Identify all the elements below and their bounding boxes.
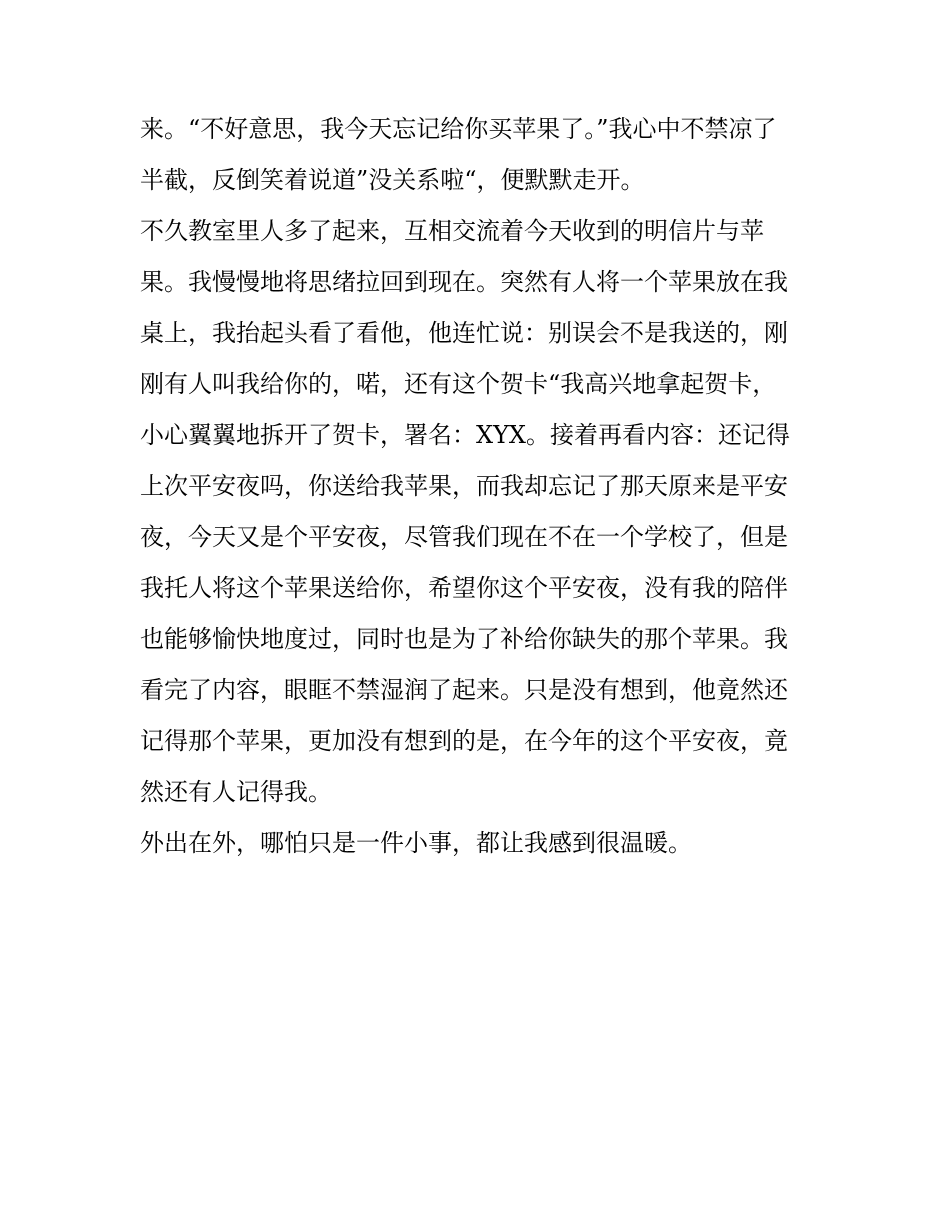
- text-line: 小心翼翼地拆开了贺卡，署名：XYX。接着再看内容：还记得: [140, 421, 791, 449]
- text-line: 也能够愉快地度过，同时也是为了补给你缺失的那个苹果。我: [140, 625, 788, 653]
- text-line: 然还有人记得我。: [140, 778, 332, 806]
- text-line: 不久教室里人多了起来，互相交流着今天收到的明信片与苹: [140, 217, 764, 245]
- text-line: 刚有人叫我给你的，喏，还有这个贺卡“我高兴地拿起贺卡，: [140, 370, 777, 398]
- paragraph: [140, 818, 820, 869]
- text-line: 来。“不好意思，我今天忘记给你买苹果了。”我心中不禁凉了: [140, 115, 777, 143]
- text-line: 上次平安夜吗，你送给我苹果，而我却忘记了那天原来是平安: [140, 472, 788, 500]
- text-line: 半截，反倒笑着说道”没关系啦“，便默默走开。: [140, 166, 645, 194]
- document-body: [140, 104, 820, 869]
- text-line: 记得那个苹果，更加没有想到的是，在今年的这个平安夜，竟: [140, 727, 788, 755]
- text-line: 夜，今天又是个平安夜，尽管我们现在不在一个学校了，但是: [140, 523, 788, 551]
- paragraph: [140, 104, 820, 206]
- text-line: 桌上，我抬起头看了看他，他连忙说：别误会不是我送的，刚: [140, 319, 788, 347]
- text-line: 果。我慢慢地将思绪拉回到现在。突然有人将一个苹果放在我: [140, 268, 788, 296]
- paragraph: [140, 206, 820, 818]
- text-line: 外出在外，哪怕只是一件小事，都让我感到很温暖。: [140, 829, 692, 857]
- text-line: 我托人将这个苹果送给你，希望你这个平安夜，没有我的陪伴: [140, 574, 788, 602]
- text-line: 看完了内容，眼眶不禁湿润了起来。只是没有想到，他竟然还: [140, 676, 788, 704]
